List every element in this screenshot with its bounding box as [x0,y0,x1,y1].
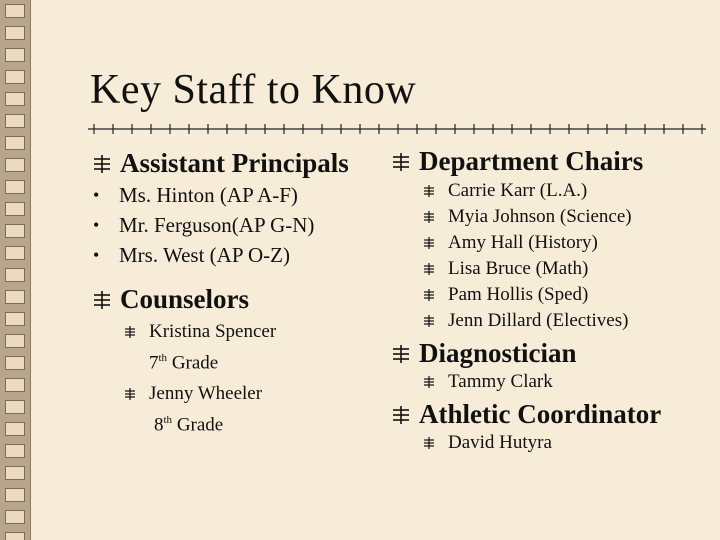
heading-assistant-principals [93,148,349,179]
sub-bullet-icon [124,388,136,400]
grade-label [149,352,218,374]
film-hole [5,92,25,106]
sub-bullet-icon [423,437,435,449]
sub-bullet-icon [423,211,435,223]
sub-bullet-icon [124,326,136,338]
film-hole [5,180,25,194]
bullet-dot: • [93,215,100,235]
list-item [124,321,276,343]
heading-label: Department Chairs [419,146,644,176]
sub-bullet-icon [423,185,435,197]
sub-bullet-icon [423,289,435,301]
item-text: Amy Hall (History) [448,232,598,253]
bullet-icon [392,153,410,171]
list-item [423,310,628,332]
bullet-icon [93,291,111,309]
sub-bullet-icon [423,376,435,388]
slide-title: Key Staff to Know [90,67,417,113]
item-text: Tammy Clark [448,371,553,392]
bullet-icon [392,345,410,363]
item-text: Lisa Bruce (Math) [448,258,589,279]
film-hole [5,444,25,458]
item-text: Pam Hollis (Sped) [448,284,589,305]
grade-word: Grade [176,414,224,436]
heading-label: Diagnostician [419,338,577,368]
film-holes [5,0,25,540]
film-hole [5,202,25,216]
title-divider [88,122,708,136]
list-item [423,206,632,228]
film-hole [5,48,25,62]
film-hole [5,378,25,392]
film-hole [5,334,25,348]
list-item [93,243,290,268]
bullet-icon [392,406,410,424]
heading-label: Counselors [120,284,250,314]
grade-label [154,414,223,436]
film-hole [5,312,25,326]
sub-bullet-icon [423,315,435,327]
film-hole [5,224,25,238]
film-hole [5,268,25,282]
film-hole [5,422,25,436]
list-item [423,180,587,202]
film-hole [5,136,25,150]
film-hole [5,532,25,540]
grade-suffix: th [158,352,168,364]
item-text: Myia Johnson (Science) [448,206,632,227]
item-text: Mr. Ferguson(AP G-N) [119,213,315,237]
list-item [423,432,552,454]
list-item [423,232,598,254]
bullet-dot: • [93,245,100,265]
grade-word: Grade [171,352,219,374]
film-hole [5,290,25,304]
list-item [423,371,553,393]
grade-suffix: th [163,414,173,426]
bullet-dot: • [93,185,100,205]
heading-label: Athletic Coordinator [419,399,662,429]
sub-bullet-icon [423,237,435,249]
heading-department-chairs [392,146,643,177]
film-hole [5,488,25,502]
sub-bullet-icon [423,263,435,275]
item-text: Mrs. West (AP O-Z) [119,243,290,267]
heading-label: Assistant Principals [120,148,349,178]
item-text: Carrie Karr (L.A.) [448,180,588,201]
heading-athletic-coordinator [392,399,661,430]
film-hole [5,26,25,40]
grade-number: 8 [154,414,164,436]
film-hole [5,400,25,414]
film-hole [5,510,25,524]
item-text: Jenny Wheeler [149,383,263,404]
film-strip-decoration [0,0,31,540]
film-hole [5,4,25,18]
heading-counselors [93,284,249,315]
film-hole [5,158,25,172]
item-text: Kristina Spencer [149,321,277,342]
item-text: Jenn Dillard (Electives) [448,310,629,331]
film-hole [5,114,25,128]
list-item [124,383,262,405]
heading-diagnostician [392,338,577,369]
list-item [423,258,588,280]
list-item [423,284,588,306]
film-hole [5,356,25,370]
bullet-icon [93,155,111,173]
item-text: David Hutyra [448,432,552,453]
film-hole [5,466,25,480]
grade-number: 7 [149,352,159,374]
film-hole [5,70,25,84]
list-item [93,183,298,208]
film-hole [5,246,25,260]
item-text: Ms. Hinton (AP A-F) [119,183,298,207]
list-item [93,213,314,238]
